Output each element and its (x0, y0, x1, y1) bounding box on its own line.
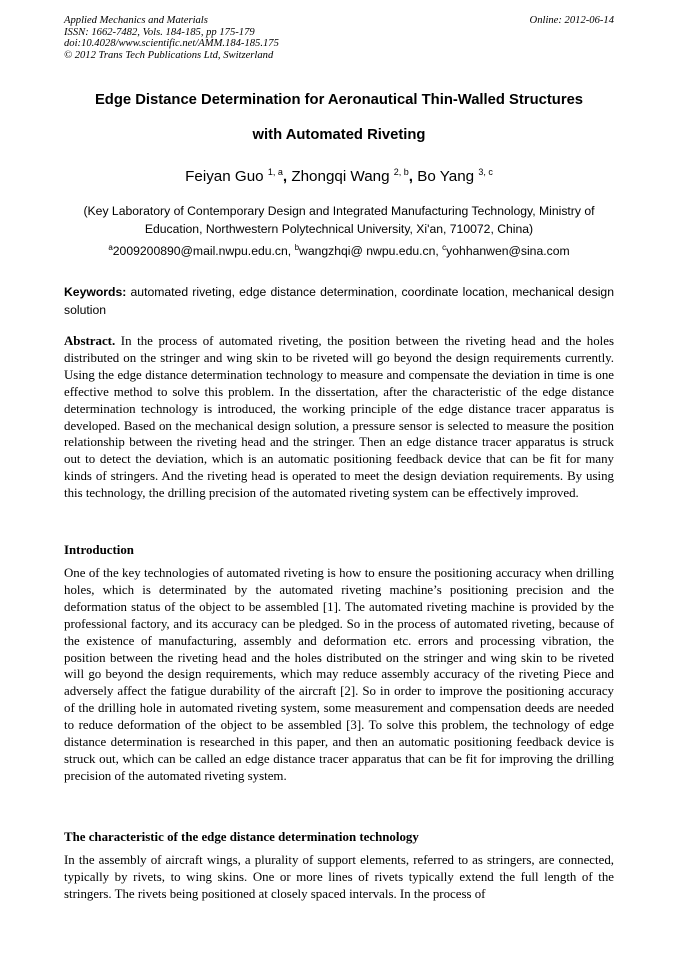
author-affiliation-mark: 3, c (478, 167, 493, 177)
email-list (64, 244, 614, 258)
email-address: 2009200890@mail.nwpu.edu.cn, (112, 244, 292, 258)
email-mark: a (108, 243, 113, 252)
section-heading: Introduction (64, 543, 134, 557)
issn-line: ISSN: 1662-7482, Vols. 184-185, pp 175-179 (64, 26, 255, 38)
affiliation: (Key Laboratory of Contemporary Design and Integrated Manufacturing Technology, Ministry of Education, Northwestern Polytechnical University, Xi'an, 710072, China) (83, 204, 595, 236)
email-address: yohhanwen@sina.com (446, 244, 570, 258)
email-address: wangzhqi@ nwpu.edu.cn, (299, 244, 439, 258)
author-separator: , (408, 168, 414, 185)
abstract (64, 333, 614, 502)
author-separator: , (282, 168, 288, 185)
journal-header (64, 15, 614, 61)
author-affiliation-mark: 1, a (267, 167, 283, 177)
author-name: Zhongqi Wang (291, 168, 390, 185)
email-mark: c (442, 243, 447, 252)
online-date: Online: 2012-06-14 (529, 15, 614, 26)
abstract-label: Abstract. (64, 334, 116, 348)
author-affiliation-mark: 2, b (393, 167, 409, 177)
paper-title-line-2: with Automated Riveting (252, 127, 426, 143)
abstract-text: In the process of automated riveting, the position between the riveting head and the holes distributed on the stringer and wing skin to be riveted will go beyond the design requirements currently. Using the edge distance determination technology to measure and compensate the deviation in time is one effective method to solve this problem. In the dissertation, after the characteristic of the edge distance determination technology is introduced, the working principle of the edge distance tracer apparatus is developed. Based on the mechanical design solution, a pressure sensor is selected to measure the position relationship between the riveting head and the stringer. Then an edge distance tracer apparatus is struck out to detect the deviation, which is an automatic positioning feedback device that can be fit for many kinds of stringers. And the riveting head is operated to meet the design deviation requirements. By using this technology, the drilling precision of the automated riveting system can be effectively improved. (64, 334, 614, 501)
author-name: Bo Yang (417, 168, 475, 185)
section-paragraph: One of the key technologies of automated riveting is how to ensure the positioning accuracy when drilling holes, which is determinated by the automated riveting machine’s positioning precision and the deformation status of the object to be assembled [1]. The automated riveting machine is provided by the professional factory, and its accuracy can be pledged. So in the process of automated riveting, because of the existence of manufacturing, assembly and deformation etc. errors and processing vibration, the position between the riveting head and the holes distributed on the stringer and wing skin to be riveted will go beyond the design requirements, which may reduce assembly accuracy of the riveting Piece and adversely affect the fatigue durability of the aircraft [2]. So in order to improve the positioning accuracy of the drilling hole in automated riveting system, some measurement and compensation deeds are needed to reduce deformation of the object to be assembled [3]. To solve this problem, the technology of edge distance determination is researched in this paper, and then an automatic positioning feedback device is struck out, which can be called an edge distance tracer apparatus that can be fit for improving the drilling precision of the automated riveting system. (64, 566, 614, 783)
section-heading: The characteristic of the edge distance determination technology (64, 830, 419, 844)
section-paragraph: In the assembly of aircraft wings, a plurality of support elements, referred to as stringers, are connected, typically by rivets, to wing skins. One or more lines of rivets typically extend the full length of the stringers. The rivets being positioned at closely spaced intervals. In the process of (64, 853, 614, 901)
paper-title-line-1: Edge Distance Determination for Aeronautical Thin-Walled Structures (94, 92, 584, 108)
keywords-label: Keywords: (64, 285, 127, 299)
email-mark: b (294, 243, 300, 252)
author-list (64, 168, 614, 185)
keywords-text: automated riveting, edge distance determination, coordinate location, mechanical design solution (64, 285, 614, 317)
journal-name: Applied Mechanics and Materials (64, 15, 208, 26)
doi-line: doi:10.4028/www.scientific.net/AMM.184-185.175 (64, 38, 279, 50)
copyright-line: © 2012 Trans Tech Publications Ltd, Switzerland (64, 49, 274, 61)
keywords (64, 283, 614, 319)
author-name: Feiyan Guo (185, 168, 264, 185)
